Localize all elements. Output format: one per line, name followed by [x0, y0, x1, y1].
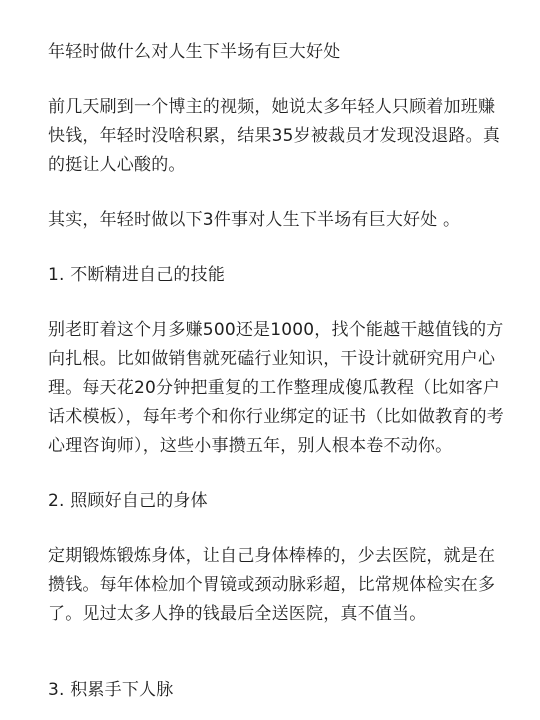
section-heading-skills: 1. 不断精进自己的技能 [48, 265, 226, 285]
section-heading-health: 2. 照顾好自己的身体 [48, 491, 208, 511]
section-body-skills: 别老盯着这个月多赚500还是1000，找个能越干越值钱的方向扎根。比如做销售就死磕行业知识，干设计就研究用户心理。每天花20分钟把重复的工作整理成傻瓜教程（比如客户话术模板），每年考个和你行业绑定的证书（比如做教育的考心理咨询师），这些小事攒五年，别人根本卷不动你。 [48, 320, 504, 456]
section-body-health: 定期锻炼锻炼身体，让自己身体棒棒的，少去医院，就是在攒钱。每年体检加个胃镜或颈动脉彩超，比常规体检实在多了。见过太多人挣的钱最后全送医院，真不值当。 [48, 546, 496, 624]
intro-paragraph: 前几天刷到一个博主的视频，她说太多年轻人只顾着加班赚快钱，年轻时没啥积累，结果35岁被裁员才发现没退路。真的挺让人心酸的。 [48, 97, 501, 175]
cut-off-heading: 3. 积累手下人脉 [48, 680, 174, 700]
summary-paragraph: 其实，年轻时做以下3件事对人生下半场有巨大好处 。 [48, 210, 461, 230]
article-title: 年轻时做什么对人生下半场有巨大好处 [48, 42, 341, 62]
